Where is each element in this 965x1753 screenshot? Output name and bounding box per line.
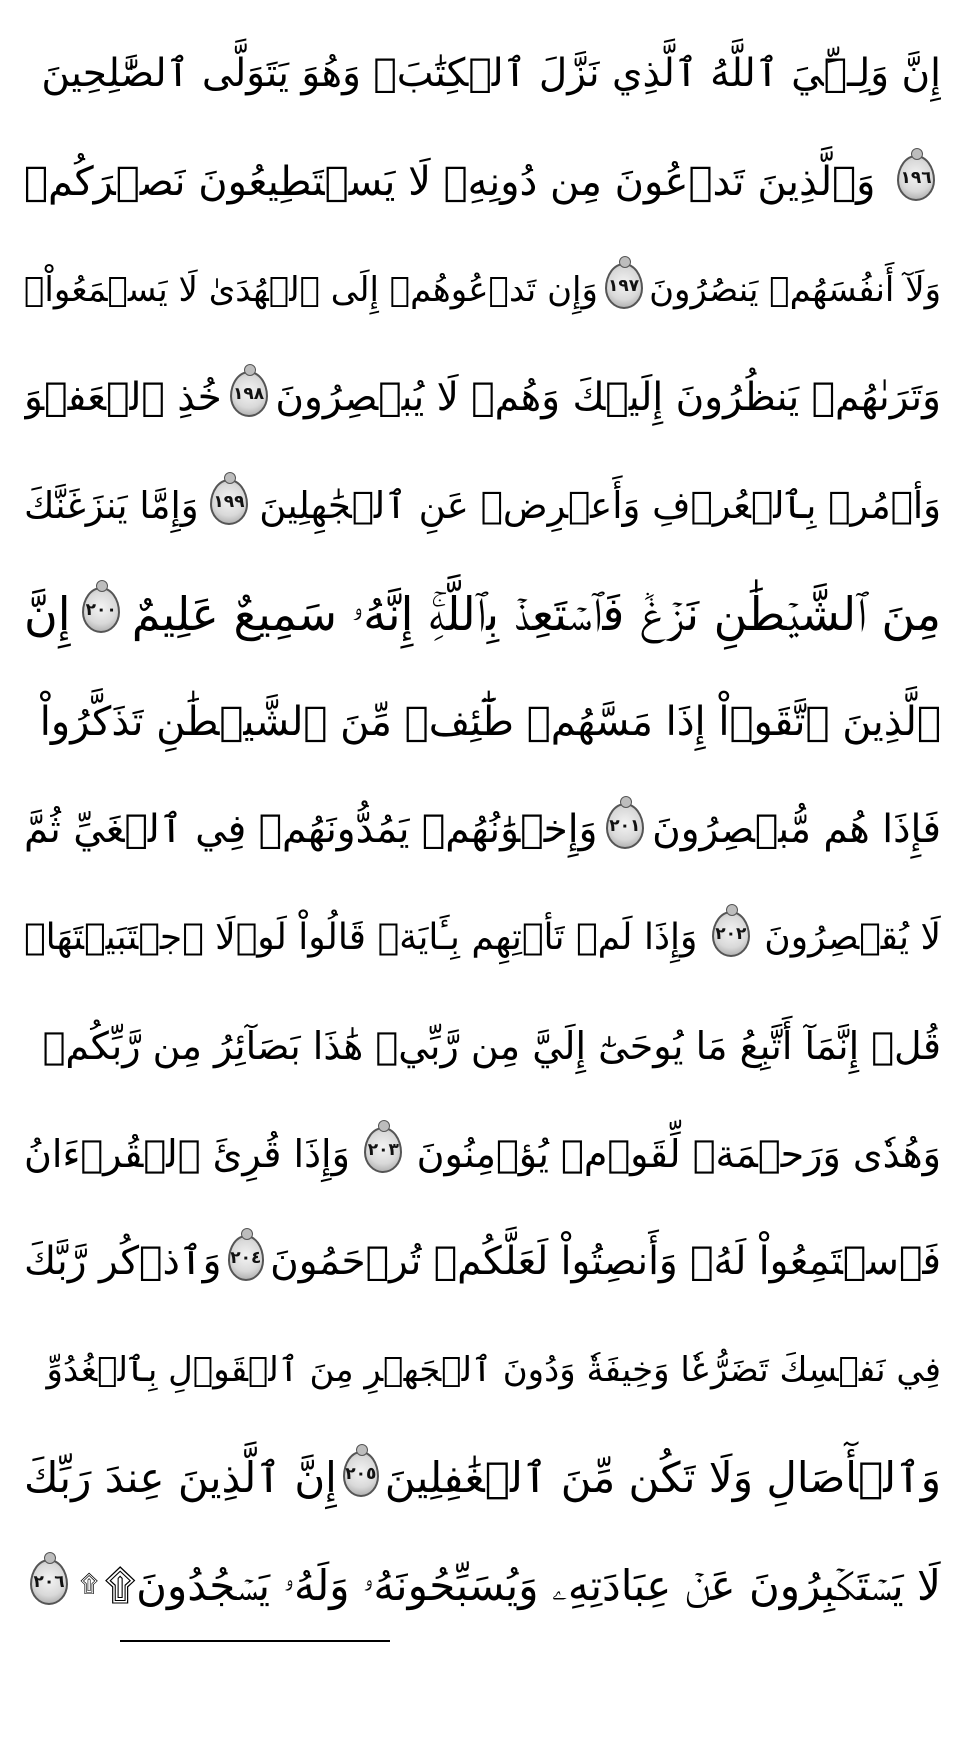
- ayah-number-199-icon: ١٩٩: [210, 479, 248, 525]
- ayah-number-204-icon: ٢٠٤: [228, 1235, 265, 1281]
- text-line-4: [24, 344, 941, 452]
- ayah-number-206-icon: ٢٠٦: [30, 1559, 68, 1605]
- text-line-15: [24, 1532, 941, 1640]
- text-line-13: [24, 1316, 941, 1424]
- verse-text: وَإِمَّا يَنزَغَنَّكَ: [24, 484, 199, 527]
- verse-text: وَتَرَىٰهُمۡ يَنظُرُونَ إِلَيۡكَ وَهُمۡ لَا يُبۡصِرُونَ: [275, 375, 941, 420]
- text-line-8: [24, 776, 941, 884]
- verse-text: لَا يَسۡتَكۡبِرُونَ عَنۡ عِبَادَتِهِۦ وَيُسَبِّحُونَهُۥ وَلَهُۥ يَسۡجُدُونَ۩: [104, 1561, 941, 1610]
- ayah-number-196-icon: ١٩٦: [897, 155, 935, 201]
- verse-text: فِي نَفۡسِكَ تَضَرُّعٗا وَخِيفَةٗ وَدُونَ ٱلۡجَهۡرِ مِنَ ٱلۡقَوۡلِ بِٱلۡغُدُوِّ: [46, 1350, 941, 1390]
- verse-text: وَٱلَّذِينَ تَدۡعُونَ مِن دُونِهِۦ لَا يَسۡتَطِيعُونَ نَصۡرَكُمۡ: [24, 159, 876, 205]
- verse-text: وَأۡمُرۡ بِٱلۡعُرۡفِ وَأَعۡرِضۡ عَنِ ٱلۡجَٰهِلِينَ: [259, 484, 941, 527]
- verse-text: وَٱلۡأٓصَالِ وَلَا تَكُن مِّنَ ٱلۡغَٰفِلِينَ: [384, 1453, 941, 1502]
- text-line-14: [24, 1424, 941, 1532]
- verse-text: مِنَ ٱلشَّيۡطَٰنِ نَزۡغٞ فَٱسۡتَعِذۡ بِٱللَّهِۚ إِنَّهُۥ سَمِيعٌ عَلِيمٌ: [131, 587, 941, 641]
- verse-text: وَإِخۡوَٰنُهُمۡ يَمُدُّونَهُمۡ فِي ٱلۡغَيِّ ثُمَّ: [24, 807, 598, 852]
- text-line-6: [24, 560, 941, 668]
- ayah-number-202-icon: ٢٠٢: [712, 911, 750, 957]
- text-line-7: [24, 668, 941, 776]
- ayah-number-200-icon: ٢٠٠: [82, 587, 120, 633]
- ayah-number-205-icon: ٢٠٥: [343, 1451, 379, 1497]
- verse-text: ٱلَّذِينَ ٱتَّقَوۡاْ إِذَا مَسَّهُمۡ طَٰٓئِفٞ مِّنَ ٱلشَّيۡطَٰنِ تَذَكَّرُواْ: [39, 699, 941, 745]
- ayah-number-198-icon: ١٩٨: [230, 371, 268, 417]
- verse-text: وَهُدٗى وَرَحۡمَةٞ لِّقَوۡمٖ يُؤۡمِنُونَ: [416, 1132, 941, 1176]
- verse-text: وَٱذۡكُر رَّبَّكَ: [24, 1239, 222, 1284]
- verse-text: إِنَّ ٱلَّذِينَ عِندَ رَبِّكَ: [24, 1453, 337, 1502]
- verse-text: إِنَّ: [24, 587, 71, 641]
- ayah-number-203-icon: ٢٠٣: [364, 1127, 402, 1173]
- text-line-12: [24, 1208, 941, 1316]
- text-line-9: [24, 884, 941, 992]
- ayah-number-197-icon: ١٩٧: [605, 263, 643, 309]
- verse-text: وَإِذَا لَمۡ تَأۡتِهِم بِـَٔايَةٖ قَالُواْ لَوۡلَا ٱجۡتَبَيۡتَهَاۚ: [24, 917, 698, 958]
- verse-text: وَلَآ أَنفُسَهُمۡ يَنصُرُونَ: [649, 270, 941, 310]
- verse-text: خُذِ ٱلۡعَفۡوَ: [24, 375, 222, 420]
- verse-text: وَإِذَا قُرِئَ ٱلۡقُرۡءَانُ: [24, 1132, 350, 1176]
- text-line-1: [24, 20, 941, 128]
- text-line-3: [24, 236, 941, 344]
- sajda-mark-icon: ۩: [79, 1570, 99, 1598]
- verse-text: قُلۡ إِنَّمَآ أَتَّبِعُ مَا يُوحَىٰٓ إِلَيَّ مِن رَّبِّيۚ هَٰذَا بَصَآئِرُ مِن رَّبِّكُمۡ: [42, 1024, 941, 1068]
- verse-text: فَٱسۡتَمِعُواْ لَهُۥ وَأَنصِتُواْ لَعَلَّكُمۡ تُرۡحَمُونَ: [270, 1239, 941, 1284]
- text-line-5: [24, 452, 941, 560]
- verse-text: وَإِن تَدۡعُوهُمۡ إِلَى ٱلۡهُدَىٰ لَا يَسۡمَعُواْۖ: [24, 270, 598, 310]
- sajda-overline: [120, 1640, 390, 1642]
- text-line-2: [24, 128, 941, 236]
- verse-text: لَا يُقۡصِرُونَ: [764, 917, 941, 958]
- text-line-10: [24, 992, 941, 1100]
- verse-text: إِنَّ وَلِـِّۧيَ ٱللَّهُ ٱلَّذِي نَزَّلَ ٱلۡكِتَٰبَۖ وَهُوَ يَتَوَلَّى ٱلصَّٰلِحِينَ: [41, 51, 941, 96]
- text-line-11: [24, 1100, 941, 1208]
- ayah-number-201-icon: ٢٠١: [606, 803, 644, 849]
- verse-text: فَإِذَا هُم مُّبۡصِرُونَ: [652, 807, 941, 852]
